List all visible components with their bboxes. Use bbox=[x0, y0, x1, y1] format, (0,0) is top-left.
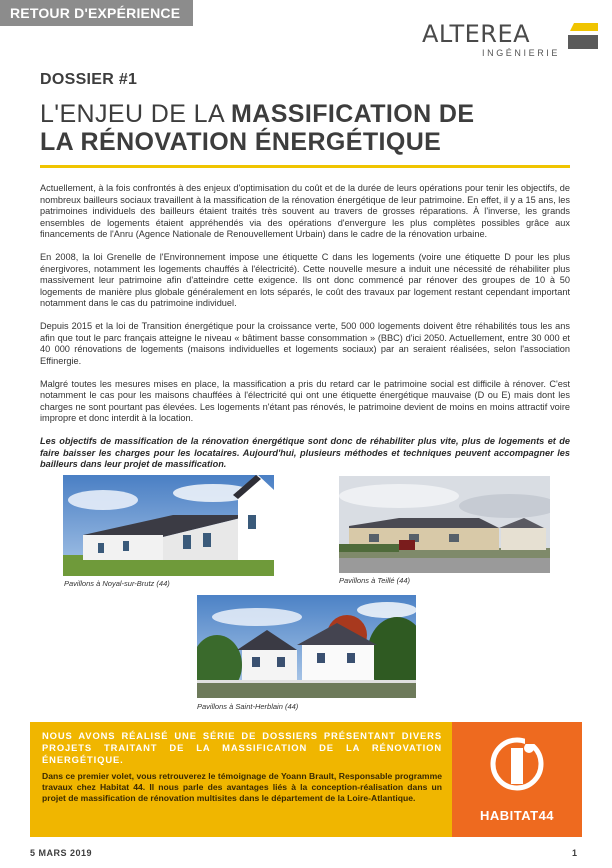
photo-teille bbox=[339, 476, 550, 573]
banner-body: Dans ce premier volet, vous retrouverez le témoignage de Yoann Brault, Responsable programme travaux chez Habitat 44. Il nous parle des avantages liés à la conception-réalisation dans un projet de massification de rénovation multisites dans le département de la Loire-Atlantique. bbox=[42, 771, 442, 803]
page-title bbox=[40, 100, 580, 156]
paragraph-4: Malgré toutes les mesures mises en place, la massification a pris du retard car le patrimoine social est difficile à rénover. C'est notamment le cas pour les maisons chauffées à l'électricité qui ont une étiquette énergétique mauvaise (D ou E) mais dont les charges ne sont pourtant pas élevées. Les logements n'étant pas rénovés, le patrimoine devient de moins en moins attractif voire impropre et donc interdit à la location. bbox=[40, 378, 570, 423]
photo-saint-herblain bbox=[197, 595, 416, 698]
paragraph-conclusion: Les objectifs de massification de la rénovation énergétique sont donc de réhabiliter plus vite, plus de logements et de faire baisser les charges pour les locataires. Aujourd'hui, plusieurs méthodes et techniques peuvent accompagner les bailleurs dans leur projet de massification. bbox=[40, 436, 570, 469]
article-body bbox=[40, 183, 570, 482]
title-bold-1: MASSIFICATION DE bbox=[231, 100, 475, 128]
logo-wordmark: ALTEREA bbox=[422, 20, 531, 48]
logo-subtitle: INGÉNIERIE bbox=[482, 48, 561, 58]
title-prefix: L'ENJEU DE LA bbox=[40, 100, 232, 128]
title-divider bbox=[40, 165, 570, 168]
title-bold-2: LA RÉNOVATION ÉNERGÉTIQUE bbox=[40, 128, 442, 156]
photo-noyal-sur-brutz bbox=[63, 475, 274, 576]
paragraph-3: Depuis 2015 et la loi de Transition énergétique pour la croissance verte, 500 000 logements doivent être réhabilités tous les ans afin que tout le parc français atteigne le niveau « bâtiment basse consommation » (BBC) d'ici 2050. Actuellement, entre 30 000 et 40 000 rénovations de logements (maisons individuelles et logements sociaux) par an seraient réalisées, selon l'association Effinergie. bbox=[40, 321, 570, 366]
info-banner bbox=[30, 722, 582, 837]
paragraph-1: Actuellement, à la fois confrontés à des enjeux d'optimisation du coût et de la durée de leurs opérations pour tenir les objectifs, de nombreux bailleurs sociaux travaillent à la massification de la rénovation énergétique de leur patrimoine. En effet, il y a 15 ans, les patrimoines individuels des bailleurs étaient traités très souvent au travers de grosses réparations. À l'inverse, les grands ensembles de logements étaient appréhendés via des opérations d'envergure les plus complètes possibles grâce aux financements de l'Anru (Agence Nationale de Renouvellement Urbain) dans le cadre de la rénovation urbaine. bbox=[40, 183, 570, 239]
caption-photo-1: Pavillons à Noyal-sur-Brutz (44) bbox=[64, 579, 170, 588]
banner-headline: NOUS AVONS RÉALISÉ UNE SÉRIE DE DOSSIERS PRÉSENTANT DIVERS PROJETS TRAITANT DE LA MASSIFICATION DE LA RÉNOVATION ÉNERGÉTIQUE. bbox=[42, 730, 442, 765]
dossier-number: DOSSIER #1 bbox=[40, 71, 138, 88]
caption-photo-3: Pavillons à Saint-Herblain (44) bbox=[197, 702, 299, 711]
paragraph-2: En 2008, la loi Grenelle de l'Environnement impose une étiquette C dans les logements (voire une étiquette D pour les plus énergivores, notamment les logements chauffés à l'électricité). Cette nouvelle mesure a induit une nécessité de réhabiliter plus massivement leur patrimoine afin d'atteindre cette exigence. Ils ont donc commencé par rénover des groupes de 10 à 50 logements de manière plus globale généralement en lots séparés, le coût des travaux par logement restant cependant important notamment dans le cas du patrimoine individuel. bbox=[40, 252, 570, 308]
alterea-logo bbox=[422, 22, 598, 62]
page-number: 1 bbox=[572, 848, 578, 858]
caption-photo-2: Pavillons à Teillé (44) bbox=[339, 576, 411, 585]
logo-mark-icon bbox=[568, 23, 598, 49]
section-tag: RETOUR D'EXPÉRIENCE bbox=[0, 0, 193, 26]
publication-date: 5 MARS 2019 bbox=[30, 848, 93, 858]
partner-name: HABITAT44 bbox=[479, 808, 555, 823]
banner-text bbox=[30, 722, 452, 837]
habitat44-emblem-icon bbox=[489, 734, 545, 804]
habitat44-logo bbox=[452, 722, 582, 837]
